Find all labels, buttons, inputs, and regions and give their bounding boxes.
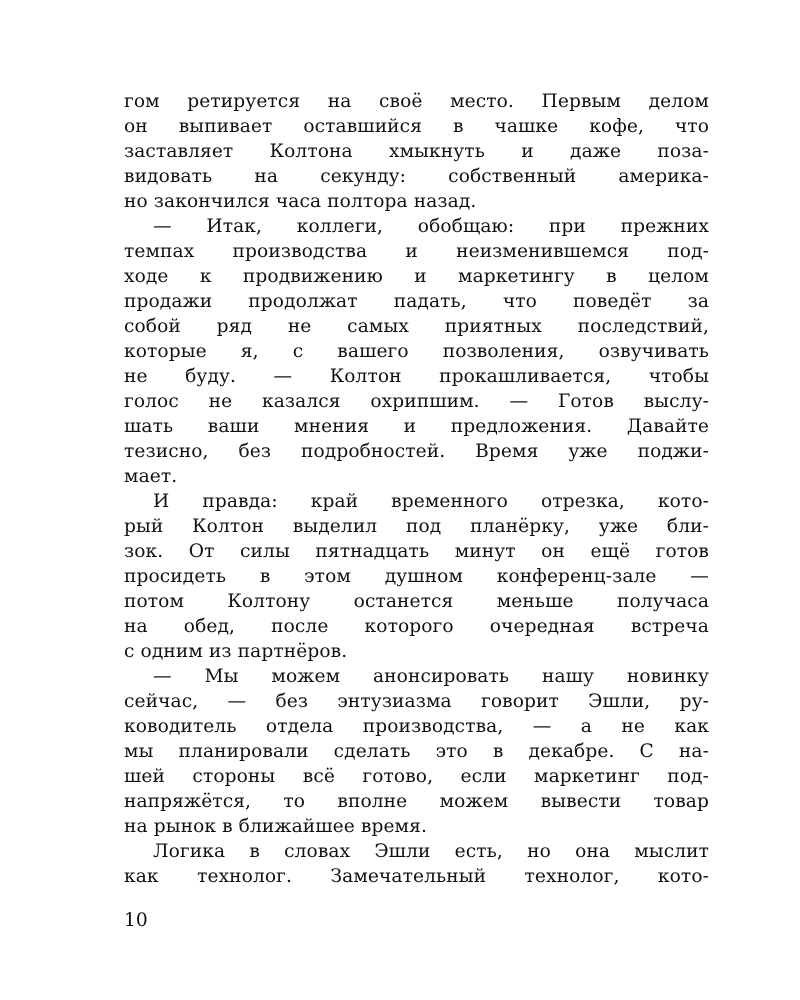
text-line: сейчас, — без энтузиазма говорит Эшли, ру-: [124, 691, 709, 712]
text-line: шей стороны всё готово, если маркетинг под-: [124, 766, 709, 787]
text-line: темпах производства и неизменившемся под-: [124, 241, 709, 262]
text-line: с одним из партнёров.: [124, 641, 348, 662]
text-line: как технолог. Замечательный технолог, кото-: [124, 866, 709, 887]
page-number: 10: [124, 910, 148, 931]
text-line: на обед, после которого очередная встреча: [124, 616, 709, 637]
text-line: шать ваши мнения и предложения. Давайте: [124, 416, 709, 437]
text-line: но закончился часа полтора назад.: [124, 191, 477, 212]
text-line: гом ретируется на своё место. Первым делом: [124, 91, 709, 112]
text-line: продажи продолжат падать, что поведёт за: [124, 291, 709, 312]
text-line: он выпивает оставшийся в чашке кофе, что: [124, 116, 709, 137]
text-line: рый Колтон выделил под планёрку, уже бли-: [124, 516, 709, 537]
text-line: напряжётся, то вполне можем вывести товар: [124, 791, 709, 812]
text-line: не буду. — Колтон прокашливается, чтобы: [124, 366, 709, 387]
text-line: просидеть в этом душном конференц-зале —: [124, 566, 709, 587]
text-line: видовать на секунду: собственный америка-: [124, 166, 709, 187]
text-line: которые я, с вашего позволения, озвучивать: [124, 341, 709, 362]
text-line: голос не казался охрипшим. — Готов выслу-: [124, 391, 709, 412]
text-line: ководитель отдела производства, — а не как: [124, 716, 709, 737]
text-line: — Итак, коллеги, обобщаю: при прежних: [153, 216, 709, 237]
text-line: мает.: [124, 466, 178, 487]
text-line: Логика в словах Эшли есть, но она мыслит: [153, 841, 709, 862]
text-line: И правда: край временного отрезка, кото-: [153, 491, 709, 512]
body-text: [124, 89, 709, 889]
text-line: зок. От силы пятнадцать минут он ещё готов: [124, 541, 709, 562]
text-line: мы планировали сделать это в декабре. С на-: [124, 741, 709, 762]
text-line: — Мы можем анонсировать нашу новинку: [153, 666, 709, 687]
text-line: потом Колтону останется меньше получаса: [124, 591, 709, 612]
text-line: тезисно, без подробностей. Время уже поджи-: [124, 441, 709, 462]
text-line: заставляет Колтона хмыкнуть и даже поза-: [124, 141, 709, 162]
text-line: собой ряд не самых приятных последствий,: [124, 316, 709, 337]
text-line: ходе к продвижению и маркетингу в целом: [124, 266, 709, 287]
text-line: на рынок в ближайшее время.: [124, 816, 427, 837]
